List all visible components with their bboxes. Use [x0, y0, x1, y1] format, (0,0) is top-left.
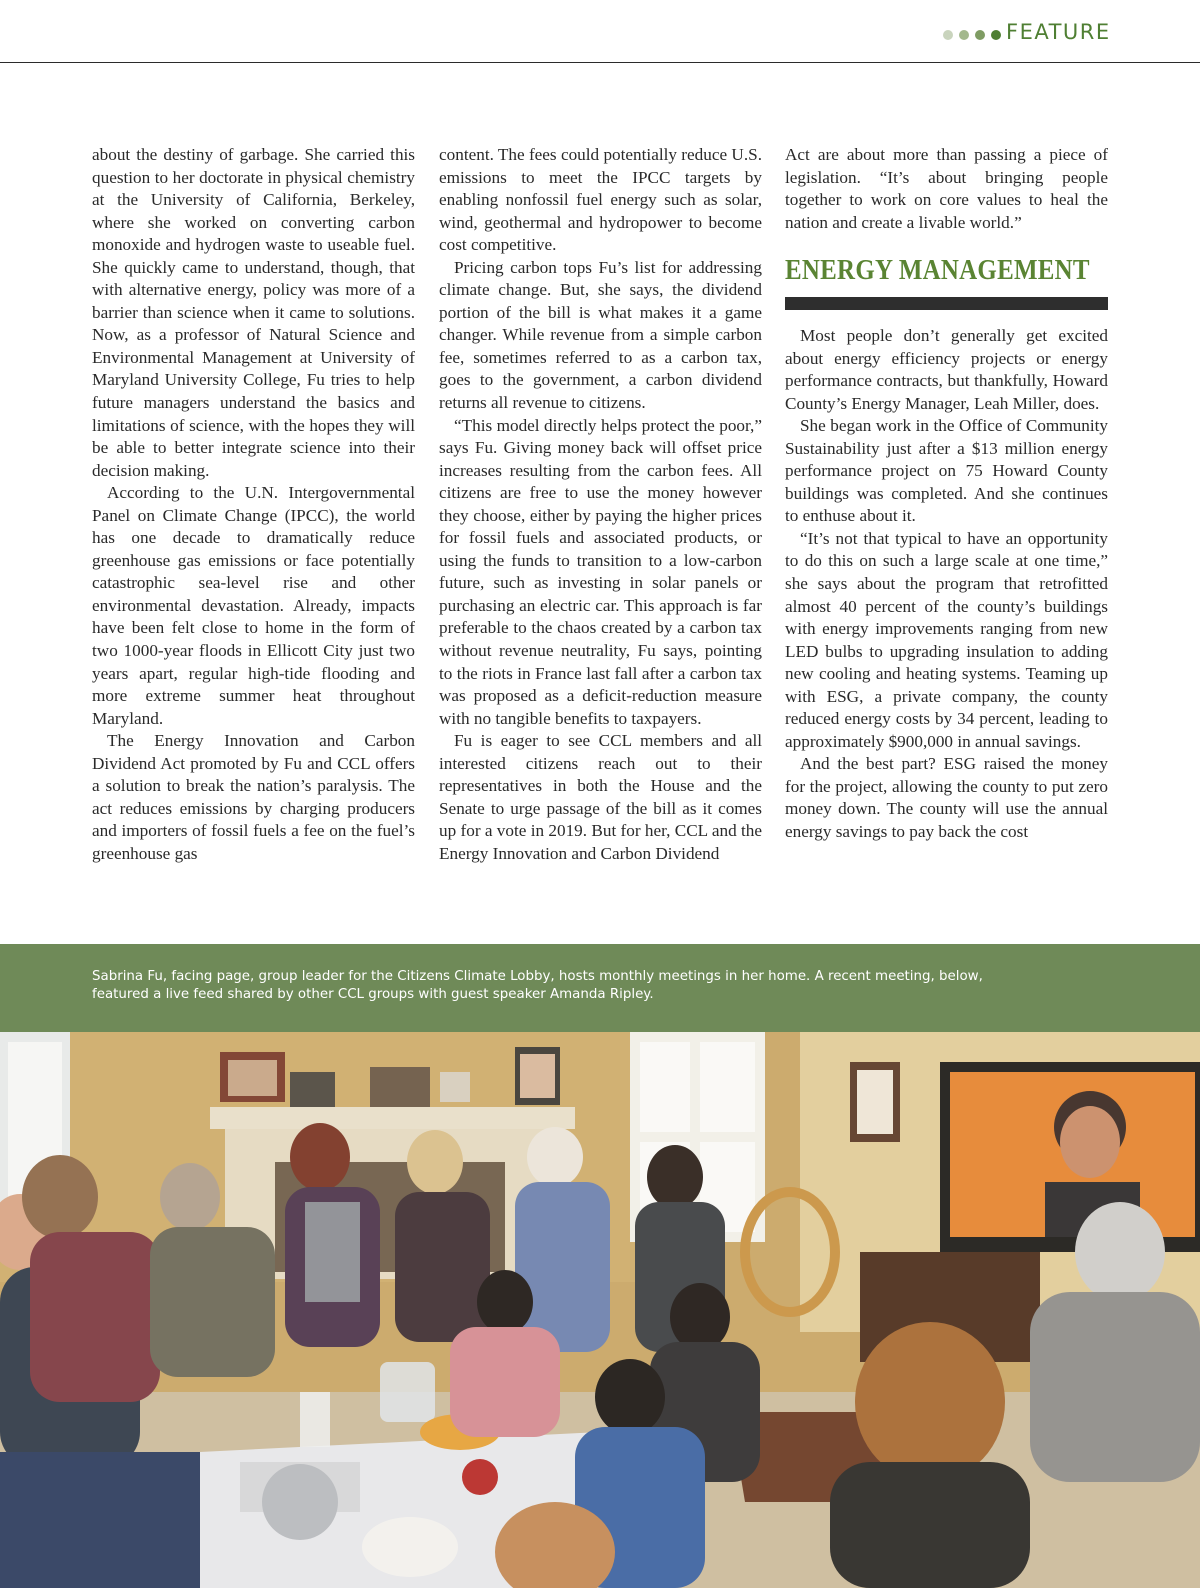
section-label: FEATURE — [1006, 20, 1111, 44]
paragraph: “It’s not that typical to have an opportunity to do this on such a large scale at one time,” she says about the program that retrofitted almost 40 percent of the county’s buildings with energy improvements ranging from new LED bulbs to upgrading insulation to adding new cooling and heating systems. Teaming up with ESG, a private company, the county reduced energy costs by 34 percent, leading to approximately $900,000 in annual savings. — [785, 528, 1108, 751]
paragraph: The Energy Innovation and Carbon Dividend Act promoted by Fu and CCL offers a solution to break the nation’s paralysis. The act reduces emissions by charging producers and importers of fossil fuels a fee on the fuel’s greenhouse gas — [92, 731, 415, 863]
paragraph: Fu is eager to see CCL members and all interested citizens reach out to their representatives in both the House and the Senate to urge passage of the bill as it comes up for a vote in 2019. But for her, CCL and the Energy Innovation and Carbon Dividend — [439, 731, 762, 863]
paragraph: content. The fees could potentially reduce U.S. emissions to meet the IPCC targets by enabling nonfossil fuel energy such as solar, wind, geothermal and hydropower to become cost competitive. — [439, 145, 762, 255]
page-header — [0, 0, 1200, 63]
article-column-1 — [92, 144, 415, 866]
group-meeting-photo — [0, 1032, 1200, 1588]
paragraph: According to the U.N. Intergovernmental Panel on Climate Change (IPCC), the world has one decade to dramatically reduce greenhouse gas emissions or face potentially catastrophic sea-level rise and other environmental devastation. Already, impacts have been felt close to home in the form of two 1000-year floods in Ellicott City just two years apart, regular high-tide flooding and more extreme summer heat throughout Maryland. — [92, 483, 415, 728]
heading-rule — [785, 297, 1108, 310]
paragraph: Most people don’t generally get excited about energy efficiency projects or energy performance contracts, but thankfully, Howard County’s Energy Manager, Leah Miller, does. — [785, 326, 1108, 413]
article-column-3-top — [785, 144, 1108, 234]
dot-4 — [991, 30, 1001, 40]
paragraph: Pricing carbon tops Fu’s list for addressing climate change. But, she says, the dividend portion of the bill is what makes it a game changer. While revenue from a simple carbon fee, sometimes referred to as a carbon tax, goes to the government, a carbon dividend returns all revenue to citizens. — [439, 257, 762, 413]
paragraph: Act are about more than passing a piece of legislation. “It’s about bringing people together to work on core values to heal the nation and create a livable world.” — [785, 145, 1108, 232]
article-column-3-bottom — [785, 325, 1108, 844]
dot-2 — [959, 30, 969, 40]
section-heading: ENERGY MANAGEMENT — [785, 254, 1090, 286]
photo-caption: Sabrina Fu, facing page, group leader for the Citizens Climate Lobby, hosts monthly meetings in her home. A recent meeting, below, featured a live feed shared by other CCL groups with guest speaker Amanda Ripley. — [92, 969, 983, 1002]
paragraph: about the destiny of garbage. She carried this question to her doctorate in physical chemistry at the University of California, Berkeley, where she worked on converting carbon monoxide and hydrogen waste to useable fuel. She quickly came to understand, though, that with alternative energy, policy was more of a barrier than science when it came to solutions. Now, as a professor of Natural Science and Environmental Management at University of Maryland University College, Fu tries to help future managers understand the basics and limitations of science, with the hopes they will be able to better integrate science into their decision making. — [92, 145, 415, 480]
dot-1 — [943, 30, 953, 40]
paragraph: She began work in the Office of Community Sustainability just after a $13 million energy performance project on 75 Howard County buildings was completed. And she continues to enthuse about it. — [785, 416, 1108, 526]
dot-3 — [975, 30, 985, 40]
paragraph: “This model directly helps protect the poor,” says Fu. Giving money back will offset price increases resulting from the carbon fees. All citizens are free to use the money however they choose, either by paying the higher prices for fossil fuels and associated products, or using the funds to transition to a low-carbon future, such as investing in solar panels or purchasing an electric car. This approach is far preferable to the chaos created by a carbon tax without revenue neutrality, Fu says, pointing to the riots in France last fall after a carbon tax was proposed as a deficit-reduction measure with no tangible benefits to taxpayers. — [439, 415, 762, 728]
paragraph: And the best part? ESG raised the money for the project, allowing the county to put zero money down. The county will use the annual energy savings to pay back the cost — [785, 754, 1108, 842]
article-column-2 — [439, 144, 762, 866]
